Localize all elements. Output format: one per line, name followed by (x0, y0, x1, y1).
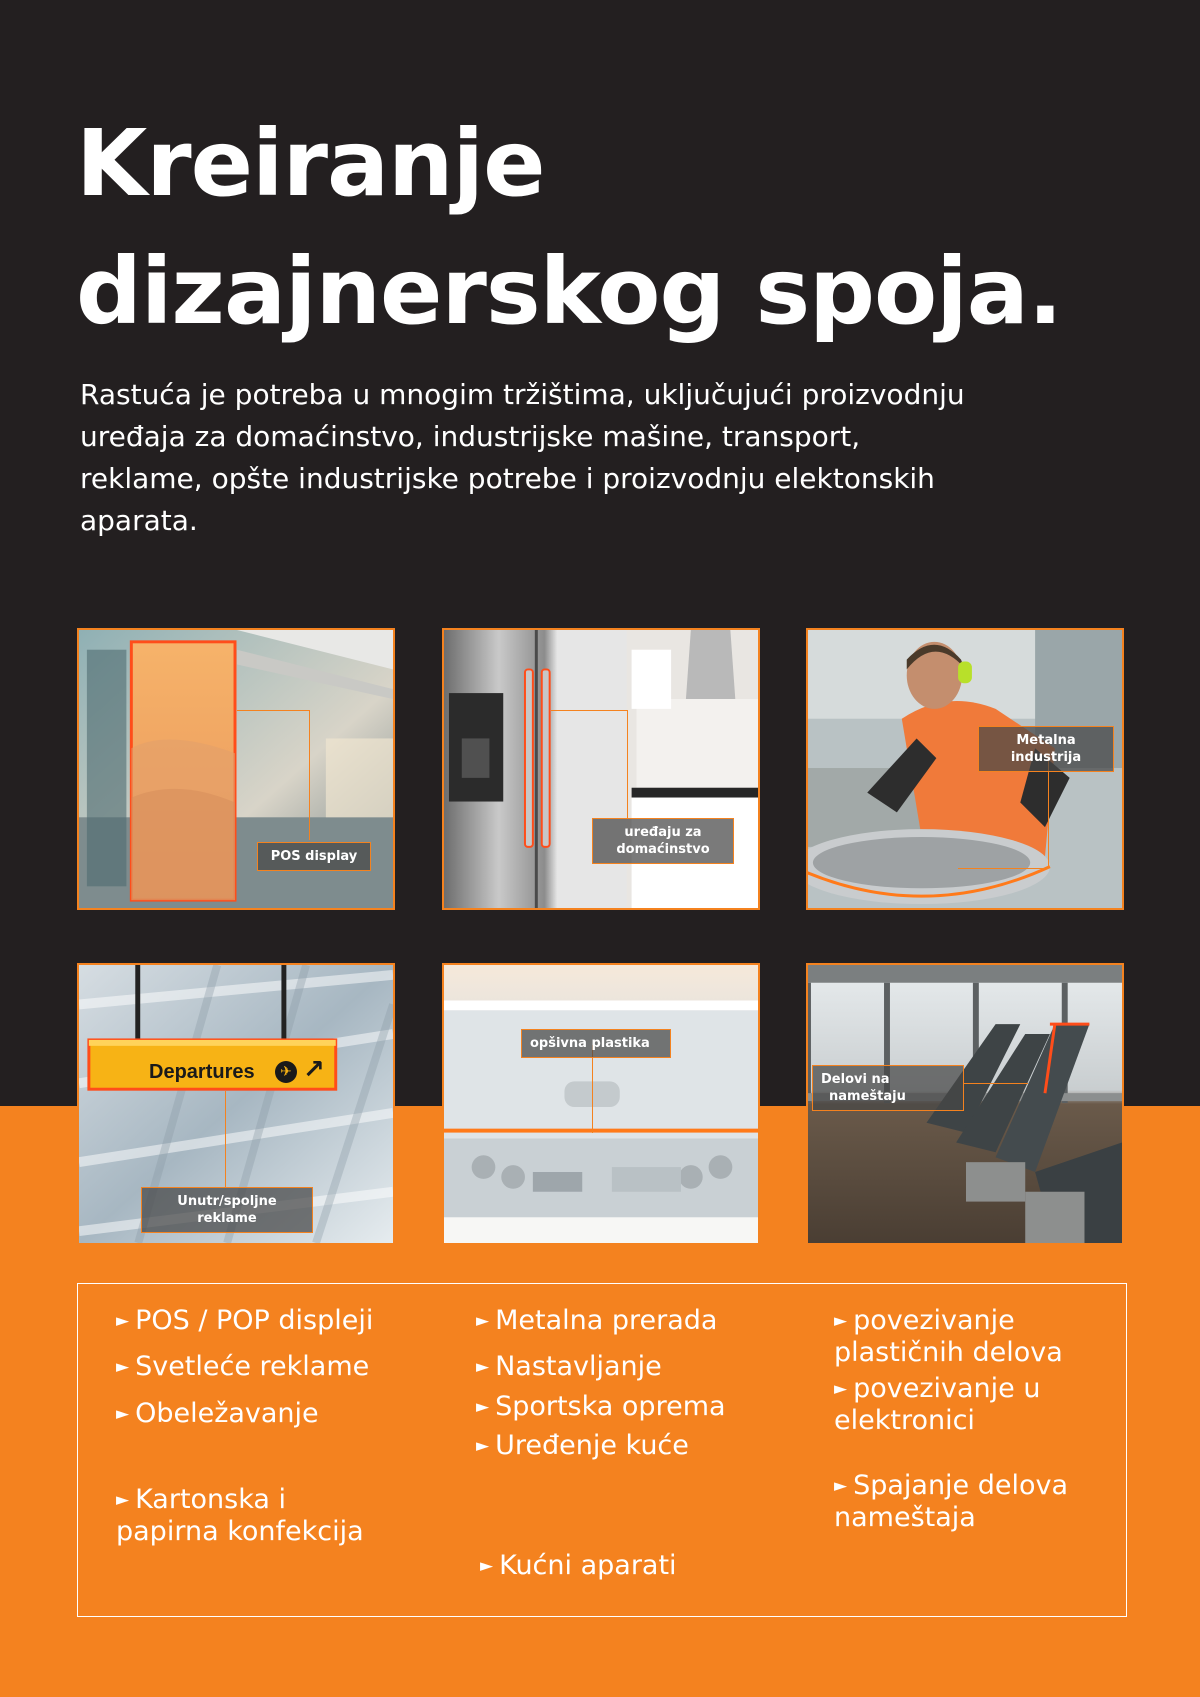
tile-label: Unutr/spoljne reklame (141, 1187, 313, 1233)
bullet-arrow-icon: ► (476, 1311, 490, 1331)
list-item: ► POS / POP displeji (116, 1305, 374, 1336)
tile-label: POS display (257, 842, 371, 871)
tile-label-line-1: uređaju za (624, 825, 702, 840)
list-item: ► Metalna prerada (476, 1305, 718, 1336)
bullet-arrow-icon: ► (834, 1379, 848, 1399)
title-line-2: dizajnerskog spoja. (76, 238, 1062, 345)
bullet-arrow-icon: ► (116, 1490, 130, 1510)
leader-line (627, 710, 628, 818)
tile-label-line-1: Delovi na (821, 1072, 890, 1087)
departures-sign-text: Departures (149, 1061, 255, 1083)
refrigerator-kitchen-image (444, 630, 758, 908)
leader-line (237, 710, 309, 711)
tile-label (592, 818, 734, 864)
list-item: ► Sportska oprema (476, 1391, 726, 1422)
bullet-arrow-icon: ► (116, 1404, 130, 1424)
leader-line (958, 868, 1048, 869)
tile-label: Metalna industrija (978, 726, 1114, 772)
intro-paragraph: Rastuća je potreba u mnogim tržištima, uključujući proizvodnju uređaja za domaćinstvo, industrijske mašine, transport, reklame, opšte industrijske potrebe i proizvodnju elektonskih aparata. (80, 378, 965, 537)
leader-line (551, 710, 627, 711)
bullet-arrow-icon: ► (476, 1357, 490, 1377)
list-item: ► povezivanje plastičnih delova (834, 1305, 1063, 1368)
tile-label-line-2: domaćinstvo (616, 842, 710, 857)
leader-line (964, 1083, 1028, 1084)
tile-label: opšivna plastika (521, 1029, 671, 1058)
page-title (76, 100, 1062, 356)
airplane-icon: ✈ (275, 1061, 297, 1083)
arrow-up-right-icon: ↗ (303, 1055, 325, 1085)
list-item: ► Kućni aparati (480, 1550, 677, 1581)
bullet-arrow-icon: ► (834, 1311, 848, 1331)
list-item: ► Spajanje delova nameštaja (834, 1470, 1069, 1533)
leader-line (592, 1045, 593, 1133)
list-item: ► Kartonska i papirna konfekcija (116, 1484, 364, 1547)
leader-line (225, 1091, 226, 1187)
bullet-arrow-icon: ► (834, 1476, 848, 1496)
leader-line (309, 710, 310, 840)
list-item: ► Nastavljanje (476, 1351, 662, 1382)
bullet-arrow-icon: ► (480, 1556, 494, 1576)
list-item: ► Obeležavanje (116, 1398, 319, 1429)
tile-pos-display (77, 628, 395, 910)
title-line-1: Kreiranje (76, 110, 545, 217)
list-item: ► povezivanje u elektronici (834, 1373, 1041, 1436)
tile-label-line-2: nameštaju (829, 1089, 906, 1104)
bullet-arrow-icon: ► (116, 1311, 130, 1331)
bullet-arrow-icon: ► (476, 1397, 490, 1417)
list-item: ► Uređenje kuće (476, 1430, 689, 1461)
bullet-arrow-icon: ► (116, 1357, 130, 1377)
vehicle-interior-image (444, 965, 758, 1243)
list-item: ► Svetleće reklame (116, 1351, 370, 1382)
tile-metal-industry (806, 628, 1124, 910)
tile-furniture-parts (806, 963, 1124, 1245)
bullet-arrow-icon: ► (476, 1436, 490, 1456)
tile-label (812, 1065, 964, 1111)
tile-home-appliance (442, 628, 760, 910)
tile-trim-plastic (442, 963, 760, 1245)
tile-indoor-outdoor-signage (77, 963, 395, 1245)
